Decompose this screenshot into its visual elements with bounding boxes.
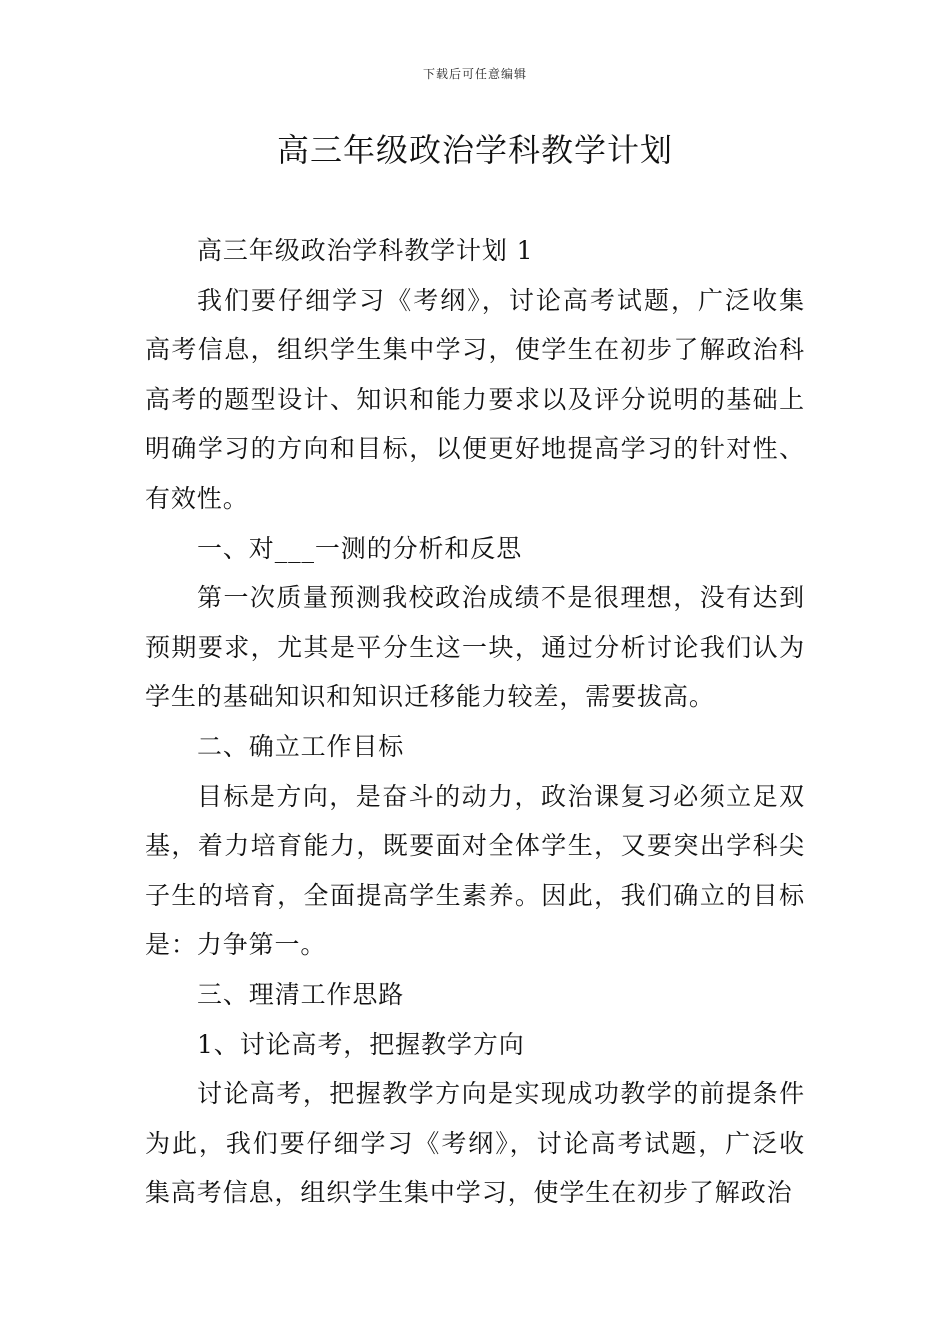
analysis-paragraph: 第一次质量预测我校政治成绩不是很理想，没有达到预期要求，尤其是平分生这一块，通过分析讨论我们认为学生的基础知识和知识迁移能力较差，需要拔高。: [145, 583, 805, 712]
subtitle-paragraph: 高三年级政治学科教学计划 1: [197, 236, 534, 265]
research-paragraph: 讨论高考，把握教学方向是实现成功教学的前提条件为此，我们要仔细学习《考纲》，讨论高考试题，广泛收集高考信息，组织学生集中学习，使学生在初步了解政治: [145, 1079, 805, 1208]
subsection-heading-1: 1、讨论高考，把握教学方向: [197, 1029, 525, 1059]
document-title: 高三年级政治学科教学计划: [276, 131, 673, 169]
section-heading-1: 一、对___一测的分析和反思: [197, 533, 523, 563]
section-heading-2: 二、确立工作目标: [197, 731, 405, 761]
goal-paragraph: 目标是方向，是奋斗的动力，政治课复习必须立足双基，着力培育能力，既要面对全体学生，又要突出学科尖子生的培育，全面提高学生素养。因此，我们确立的目标是：力争第一。: [145, 781, 805, 960]
intro-paragraph: 我们要仔细学习《考纲》，讨论高考试题，广泛收集高考信息，组织学生集中学习，使学生在初步了解政治科高考的题型设计、知识和能力要求以及评分说明的基础上明确学习的方向和目标，以便更好地提高学习的针对性、有效性。: [145, 285, 805, 513]
section-heading-3: 三、理清工作思路: [197, 979, 405, 1009]
document-body: [145, 226, 805, 1218]
header-note: 下载后可任意编辑: [422, 67, 527, 81]
